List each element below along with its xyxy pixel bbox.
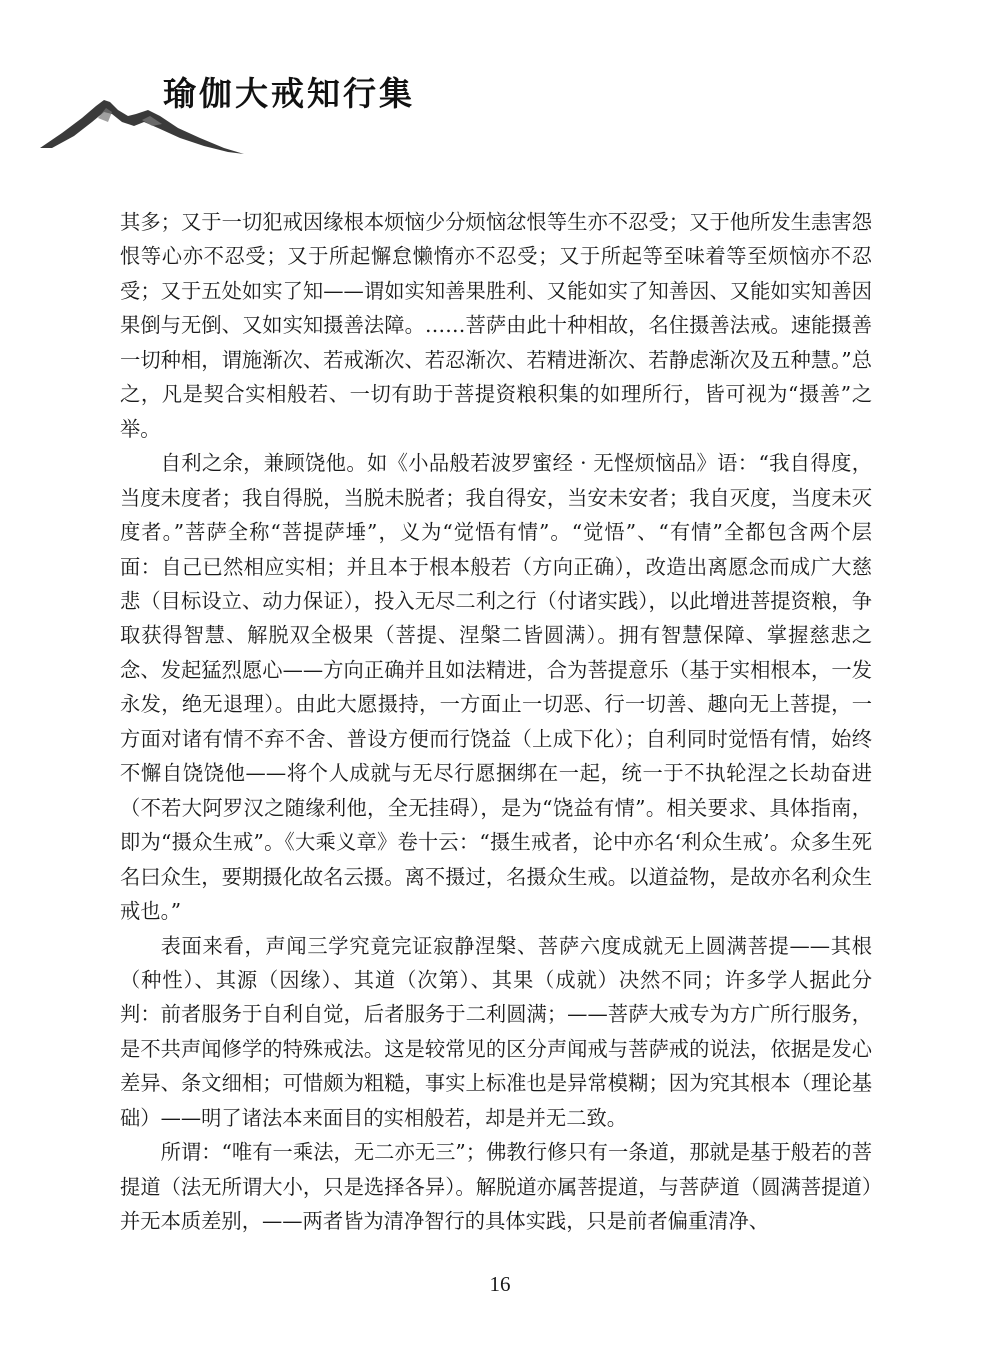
body-text	[120, 205, 872, 1239]
book-title: 瑜伽大戒知行集	[163, 74, 415, 113]
paragraph: 自利之余，兼顾饶他。如《小品般若波罗蜜经 · 无悭烦恼品》语：“我自得度，当度未度者；我自得脱，当脱未脱者；我自得安，当安未安者；我自灭度，当度未灭度者。”菩萨全称“菩提萨埵”，义为“觉悟有情”。“觉悟”、“有情”全都包含两个层面：自己已然相应实相；并且本于根本般若（方向正确），改造出离愿念而成广大慈悲（目标设立、动力保证），投入无尽二利之行（付诸实践），以此增进菩提资粮，争取获得智慧、解脱双全极果（菩提、涅槃二皆圆满）。拥有智慧保障、掌握慈悲之念、发起猛烈愿心——方向正确并且如法精进，合为菩提意乐（基于实相根本，一发永发，绝无退理）。由此大愿摄持，一方面止一切恶、行一切善、趣向无上菩提，一方面对诸有情不弃不舍、普设方便而行饶益（上成下化）；自利同时觉悟有情，始终不懈自饶饶他——将个人成就与无尽行愿捆绑在一起，统一于不执轮涅之长劫奋进（不若大阿罗汉之随缘利他，全无挂碍），是为“饶益有情”。相关要求、具体指南，即为“摄众生戒”。《大乘义章》卷十云：“摄生戒者，论中亦名‘利众生戒’。众多生死名曰众生，要期摄化故名云摄。离不摄过，名摄众生戒。以道益物，是故亦名利众生戒也。”	[120, 451, 872, 924]
paragraph: 其多；又于一切犯戒因缘根本烦恼少分烦恼忿恨等生亦不忍受；又于他所发生恚害怨恨等心亦不忍受；又于所起懈怠懒惰亦不忍受；又于所起等至味着等至烦恼亦不忍受；又于五处如实了知——谓如实知善果胜利、又能如实了知善因、又能如实知善因果倒与无倒、又如实知摄善法障。……菩萨由此十种相故，名住摄善法戒。速能摄善一切种相，谓施渐次、若戒渐次、若忍渐次、若精进渐次、若静虑渐次及五种慧。”总之，凡是契合实相般若、一切有助于菩提资粮积集的如理所行，皆可视为“摄善”之举。	[120, 210, 872, 441]
paragraph: 表面来看，声闻三学究竟完证寂静涅槃、菩萨六度成就无上圆满菩提——其根（种性）、其源（因缘）、其道（次第）、其果（成就）决然不同；许多学人据此分判：前者服务于自利自觉，后者服务于二利圆满；——菩萨大戒专为方广所行服务，是不共声闻修学的特殊戒法。这是较常见的区分声闻戒与菩萨戒的说法，依据是发心差异、条文细相；可惜颇为粗糙，事实上标准也是异常模糊；因为究其根本（理论基础）——明了诸法本来面目的实相般若，却是并无二致。	[120, 933, 872, 1130]
page-header	[0, 0, 1000, 170]
page-number: 16	[489, 1272, 511, 1296]
paragraph: 所谓：“唯有一乘法，无二亦无三”；佛教行修只有一条道，那就是基于般若的菩提道（法无所谓大小，只是选择各异）。解脱道亦属菩提道，与菩萨道（圆满菩提道）并无本质差别，——两者皆为清净智行的具体实践，只是前者偏重清净、	[120, 1140, 872, 1234]
